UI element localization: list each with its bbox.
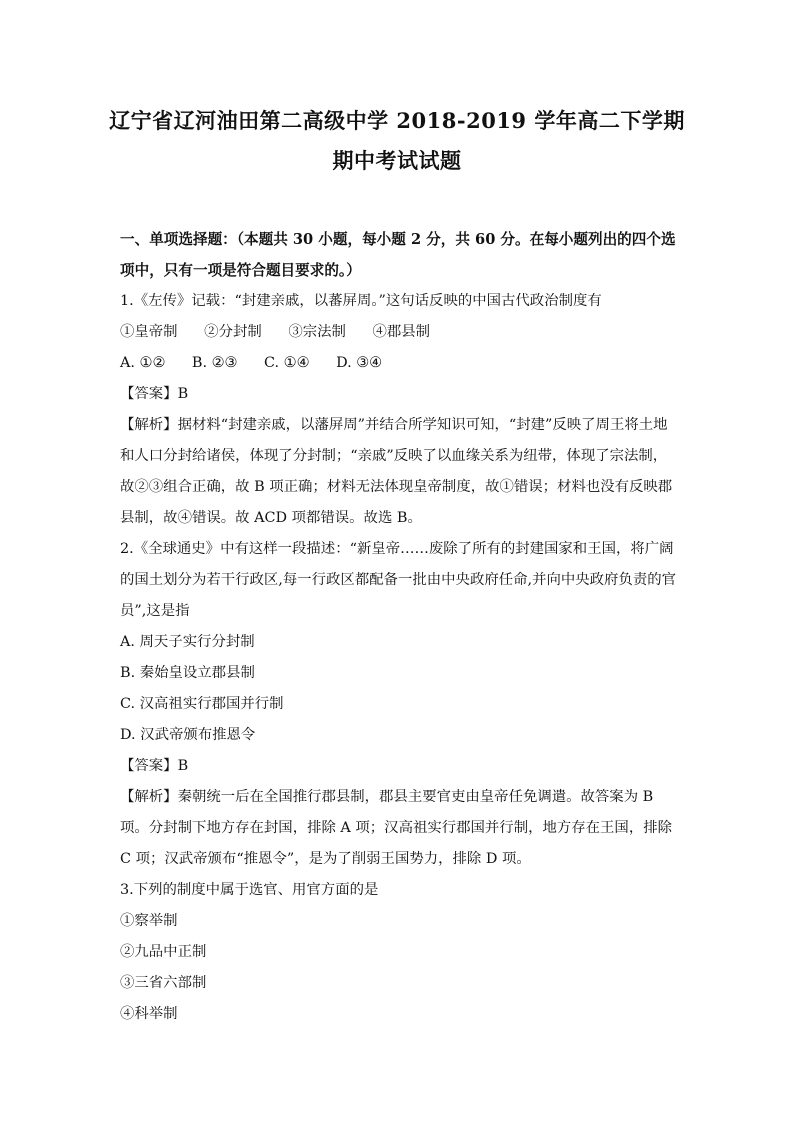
question-2-stem: 2.《全球通史》中有这样一段描述：“新皇帝……废除了所有的封建国家和王国，将广阔的国土划分为若干行政区,每一行政区都配备一批由中央政府任命,并向中央政府负责的官员”,这是指 <box>120 541 676 619</box>
question-1-choice-c: C. ①④ <box>264 355 310 371</box>
question-3-item-1: ①察举制 <box>120 913 178 929</box>
analysis-label: 【解析】 <box>120 789 178 805</box>
answer-value: B <box>177 758 189 774</box>
question-2-choice-a: A. 周天子实行分封制 <box>120 634 255 650</box>
question-1-choice-d: D. ③④ <box>336 355 383 371</box>
analysis-label: 【解析】 <box>120 417 178 433</box>
question-3-stem: 3.下列的制度中属于选官、用官方面的是 <box>120 882 379 898</box>
question-1-item-2: ②分封制 <box>204 324 262 340</box>
answer-value: B <box>177 386 189 402</box>
question-1-item-4: ④郡县制 <box>372 324 431 340</box>
question-2-choice-b: B. 秦始皇设立郡县制 <box>120 665 255 681</box>
answer-label: 【答案】 <box>120 386 178 402</box>
question-1-choice-b: B. ②③ <box>191 355 238 371</box>
question-1-answer <box>120 379 680 410</box>
answer-label: 【答案】 <box>120 758 178 774</box>
question-3-item-4: ④科举制 <box>120 1006 178 1022</box>
question-2-choice-c: C. 汉高祖实行郡国并行制 <box>120 696 284 712</box>
section-header: 一、单项选择题：（本题共 30 小题，每小题 2 分，共 60 分。在每小题列出的四个选项中，只有一项是符合题目要求的。） <box>120 231 676 279</box>
document-title-line-1: 辽宁省辽河油田第二高级中学 2018-2019 学年高二下学期 <box>109 108 685 133</box>
question-2-answer <box>120 751 680 782</box>
question-1-items <box>120 317 680 348</box>
question-1-stem: 1.《左传》记载：“封建亲戚，以蕃屏周。”这句话反映的中国古代政治制度有 <box>120 293 602 309</box>
question-3-item-3: ③三省六部制 <box>120 975 207 991</box>
question-1-item-3: ③宗法制 <box>288 324 346 340</box>
question-1-choice-a: A. ①② <box>120 355 166 371</box>
document-title-line-2: 期中考试试题 <box>332 148 462 173</box>
analysis-text: 秦朝统一后在全国推行郡县制，郡县主要官吏由皇帝任免调遣。故答案为 B 项。分封制下地方存在封国，排除 A 项；汉高祖实行郡国并行制，地方存在王国，排除 C 项；汉武帝颁布“推恩令”，是为了削弱王国势力，排除 D 项。 <box>120 789 672 867</box>
document-body <box>120 224 680 1030</box>
analysis-text: 据材料“封建亲戚，以藩屏周”并结合所学知识可知，“封建”反映了周王将土地和人口分封给诸侯，体现了分封制；“亲戚”反映了以血缘关系为纽带，体现了宗法制，故②③组合正确，故 B 项正确；材料无法体现皇帝制度，故①错误；材料也没有反映郡县制，故④错误。故 ACD 项都错误。故选 B。 <box>120 417 673 526</box>
question-3-item-2: ②九品中正制 <box>120 944 207 960</box>
question-1-analysis <box>120 410 680 534</box>
question-1-choices <box>120 348 680 379</box>
question-2-analysis <box>120 782 680 875</box>
question-1-item-1: ①皇帝制 <box>120 324 178 340</box>
question-2-choice-d: D. 汉武帝颁布推恩令 <box>120 727 256 743</box>
